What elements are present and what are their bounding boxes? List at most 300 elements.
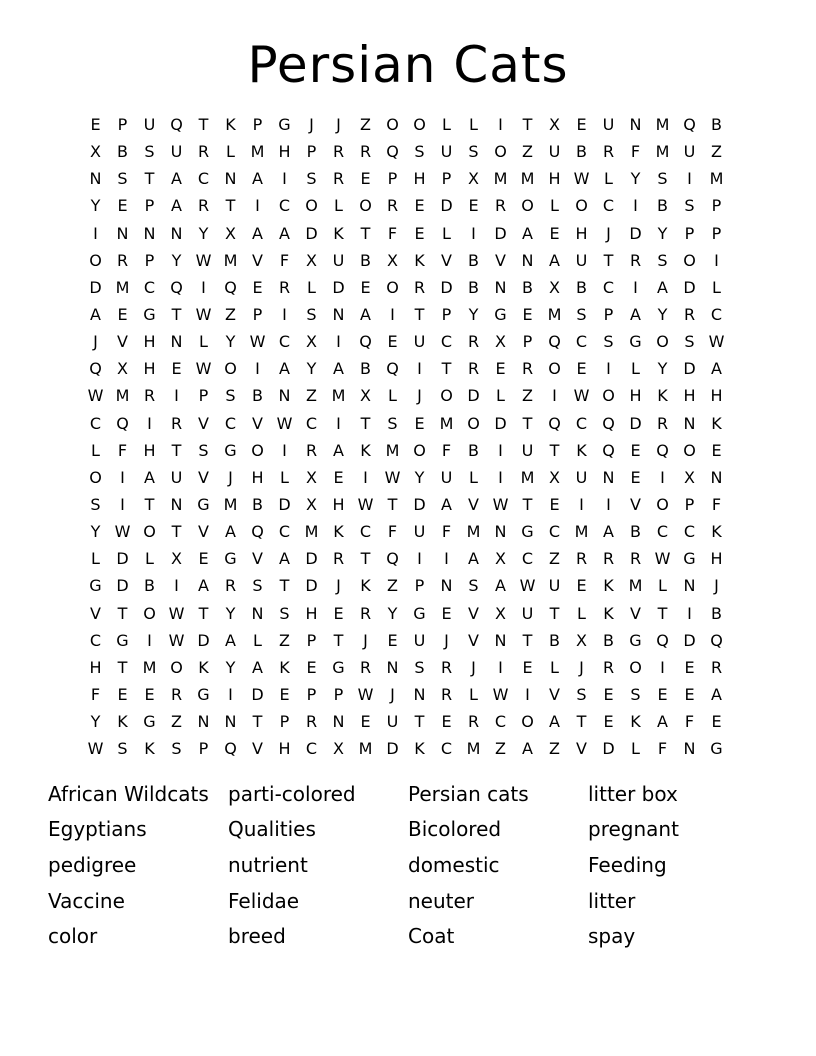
grid-letter: I <box>174 386 179 406</box>
word-list-row <box>48 776 768 812</box>
word-list-item: litter box <box>588 781 678 806</box>
grid-letter: O <box>359 196 372 216</box>
grid-letter: C <box>548 522 561 542</box>
word-list-item: Bicolored <box>408 817 502 842</box>
word-search-grid <box>82 111 730 762</box>
grid-letter: J <box>363 630 368 650</box>
grid-letter: C <box>575 413 588 433</box>
grid-letter: Z <box>495 739 506 759</box>
grid-letter: S <box>468 576 479 596</box>
grid-letter: R <box>440 657 453 677</box>
grid-letter: E <box>684 685 695 705</box>
grid-letter: A <box>360 305 371 325</box>
grid-letter: O <box>602 386 615 406</box>
grid-letter: I <box>498 467 503 487</box>
grid-letter: A <box>522 223 533 243</box>
grid-letter: L <box>550 196 559 216</box>
grid-letter: A <box>225 522 236 542</box>
grid-letter: W <box>249 332 266 352</box>
grid-letter: X <box>495 332 506 352</box>
grid-letter: Z <box>225 305 236 325</box>
grid-letter: F <box>90 685 101 705</box>
grid-letter: T <box>360 413 371 433</box>
grid-letter: R <box>359 657 372 677</box>
grid-letter: S <box>657 169 668 189</box>
grid-letter: V <box>252 549 263 569</box>
grid-letter: T <box>360 549 371 569</box>
grid-letter: H <box>251 467 264 487</box>
grid-letter: D <box>683 277 696 297</box>
grid-letter: Q <box>386 359 399 379</box>
grid-letter: A <box>657 712 668 732</box>
grid-letter: I <box>255 196 260 216</box>
grid-letter: L <box>550 657 559 677</box>
grid-letter: M <box>115 277 130 297</box>
grid-letter: J <box>714 576 719 596</box>
grid-letter: E <box>711 440 722 460</box>
grid-letter: C <box>305 413 318 433</box>
grid-letter: Q <box>116 413 129 433</box>
grid-letter: E <box>711 712 722 732</box>
grid-letter: C <box>440 332 453 352</box>
grid-letter: E <box>468 196 479 216</box>
grid-letter: B <box>468 277 479 297</box>
grid-letter: V <box>90 603 101 623</box>
grid-letter: A <box>630 305 641 325</box>
grid-row <box>82 572 730 599</box>
grid-letter: Z <box>387 576 398 596</box>
grid-letter: O <box>656 332 669 352</box>
grid-letter: Q <box>548 332 561 352</box>
grid-letter: I <box>606 359 611 379</box>
grid-letter: E <box>171 359 182 379</box>
grid-letter: Y <box>468 305 479 325</box>
grid-letter: O <box>521 712 534 732</box>
grid-letter: N <box>683 739 696 759</box>
grid-letter: E <box>441 712 452 732</box>
grid-letter: P <box>252 305 263 325</box>
word-list-row <box>48 883 768 919</box>
grid-letter: J <box>336 576 341 596</box>
grid-letter: O <box>575 196 588 216</box>
grid-letter: Q <box>656 440 669 460</box>
grid-letter: X <box>576 630 587 650</box>
grid-letter: C <box>197 169 210 189</box>
grid-letter: W <box>384 467 401 487</box>
grid-letter: E <box>441 603 452 623</box>
grid-letter: N <box>224 712 237 732</box>
grid-letter: E <box>360 277 371 297</box>
grid-letter: S <box>576 685 587 705</box>
grid-letter: T <box>333 630 344 650</box>
grid-letter: M <box>709 169 724 189</box>
grid-letter: S <box>630 685 641 705</box>
word-list-item: pedigree <box>48 852 137 877</box>
grid-letter: E <box>414 223 425 243</box>
grid-letter: I <box>525 685 530 705</box>
grid-letter: V <box>495 250 506 270</box>
grid-letter: L <box>334 196 343 216</box>
grid-letter: E <box>333 467 344 487</box>
grid-letter: W <box>708 332 725 352</box>
grid-letter: Y <box>90 712 101 732</box>
grid-letter: E <box>198 549 209 569</box>
grid-letter: K <box>198 657 209 677</box>
grid-letter: Y <box>90 196 101 216</box>
grid-letter: N <box>251 603 264 623</box>
grid-letter: O <box>629 657 642 677</box>
grid-letter: J <box>579 657 584 677</box>
grid-letter: M <box>250 142 265 162</box>
grid-letter: I <box>660 657 665 677</box>
grid-letter: B <box>549 630 560 650</box>
grid-letter: K <box>603 603 614 623</box>
grid-letter: O <box>89 467 102 487</box>
grid-letter: W <box>195 359 212 379</box>
grid-letter: P <box>414 576 425 596</box>
grid-letter: X <box>549 467 560 487</box>
grid-letter: K <box>144 739 155 759</box>
grid-letter: Z <box>522 386 533 406</box>
grid-letter: Y <box>90 522 101 542</box>
grid-letter: T <box>522 413 533 433</box>
grid-letter: R <box>332 169 345 189</box>
grid-letter: K <box>360 440 371 460</box>
grid-letter: X <box>171 549 182 569</box>
grid-letter: N <box>629 115 642 135</box>
grid-letter: H <box>413 169 426 189</box>
grid-letter: N <box>170 332 183 352</box>
grid-letter: E <box>549 495 560 515</box>
grid-letter: T <box>576 712 587 732</box>
grid-letter: B <box>468 440 479 460</box>
grid-letter: K <box>576 440 587 460</box>
grid-letter: T <box>360 223 371 243</box>
grid-letter: G <box>413 603 426 623</box>
grid-letter: R <box>602 657 615 677</box>
grid-row <box>82 491 730 518</box>
grid-letter: C <box>602 196 615 216</box>
grid-letter: K <box>657 386 668 406</box>
grid-letter: J <box>417 386 422 406</box>
grid-letter: E <box>333 603 344 623</box>
grid-letter: A <box>279 223 290 243</box>
grid-letter: M <box>574 522 589 542</box>
grid-letter: S <box>684 196 695 216</box>
grid-row <box>82 654 730 681</box>
grid-letter: F <box>684 712 695 732</box>
grid-letter: M <box>439 413 454 433</box>
grid-letter: S <box>387 413 398 433</box>
grid-letter: A <box>549 712 560 732</box>
grid-row <box>82 708 730 735</box>
grid-letter: P <box>711 223 722 243</box>
grid-letter: E <box>360 169 371 189</box>
grid-letter: I <box>336 332 341 352</box>
grid-letter: I <box>606 495 611 515</box>
grid-letter: T <box>549 603 560 623</box>
grid-letter: T <box>522 495 533 515</box>
grid-letter: Q <box>656 630 669 650</box>
grid-letter: V <box>468 603 479 623</box>
grid-letter: I <box>471 223 476 243</box>
grid-letter: D <box>602 739 615 759</box>
grid-letter: N <box>170 223 183 243</box>
grid-letter: N <box>278 386 291 406</box>
grid-letter: E <box>603 685 614 705</box>
grid-letter: D <box>116 549 129 569</box>
grid-letter: O <box>656 495 669 515</box>
grid-letter: G <box>143 305 156 325</box>
grid-letter: B <box>117 142 128 162</box>
grid-letter: U <box>440 467 453 487</box>
grid-letter: U <box>575 467 588 487</box>
grid-letter: P <box>117 115 128 135</box>
grid-letter: B <box>252 495 263 515</box>
grid-letter: V <box>117 332 128 352</box>
grid-letter: O <box>548 359 561 379</box>
grid-letter: O <box>143 603 156 623</box>
grid-letter: C <box>278 332 291 352</box>
grid-letter: L <box>226 142 235 162</box>
grid-letter: F <box>657 739 668 759</box>
grid-letter: W <box>357 495 374 515</box>
word-list-item: color <box>48 924 98 949</box>
grid-letter: E <box>387 630 398 650</box>
grid-letter: C <box>89 630 102 650</box>
grid-letter: L <box>577 603 586 623</box>
grid-letter: L <box>604 169 613 189</box>
grid-letter: X <box>306 495 317 515</box>
grid-letter: Z <box>279 630 290 650</box>
grid-letter: Q <box>170 115 183 135</box>
grid-letter: S <box>306 169 317 189</box>
grid-letter: S <box>279 603 290 623</box>
grid-letter: L <box>442 223 451 243</box>
grid-letter: I <box>93 223 98 243</box>
grid-letter: B <box>711 115 722 135</box>
grid-letter: N <box>386 657 399 677</box>
grid-letter: Y <box>306 359 317 379</box>
grid-letter: S <box>144 142 155 162</box>
grid-letter: I <box>282 440 287 460</box>
grid-letter: R <box>305 440 318 460</box>
grid-letter: A <box>252 169 263 189</box>
grid-letter: J <box>471 657 476 677</box>
grid-letter: B <box>576 142 587 162</box>
grid-letter: D <box>683 359 696 379</box>
grid-letter: B <box>630 522 641 542</box>
grid-letter: I <box>147 413 152 433</box>
grid-letter: E <box>576 576 587 596</box>
grid-letter: S <box>576 305 587 325</box>
grid-letter: X <box>306 332 317 352</box>
grid-letter: T <box>144 495 155 515</box>
grid-letter: U <box>413 630 426 650</box>
grid-letter: T <box>414 712 425 732</box>
grid-letter: M <box>142 657 157 677</box>
grid-row <box>82 328 730 355</box>
grid-letter: S <box>414 142 425 162</box>
grid-letter: U <box>521 440 534 460</box>
grid-letter: T <box>414 305 425 325</box>
grid-letter: R <box>575 549 588 569</box>
grid-letter: I <box>147 630 152 650</box>
grid-letter: B <box>252 386 263 406</box>
grid-letter: B <box>711 603 722 623</box>
grid-letter: R <box>629 549 642 569</box>
grid-letter: O <box>143 522 156 542</box>
grid-row <box>82 410 730 437</box>
grid-letter: T <box>279 576 290 596</box>
grid-letter: I <box>579 495 584 515</box>
grid-letter: T <box>171 305 182 325</box>
grid-letter: A <box>333 440 344 460</box>
grid-letter: T <box>171 522 182 542</box>
grid-letter: G <box>710 739 723 759</box>
grid-letter: Y <box>387 603 398 623</box>
grid-letter: Q <box>359 332 372 352</box>
word-list-item: domestic <box>408 852 500 877</box>
grid-letter: S <box>171 739 182 759</box>
grid-letter: N <box>494 630 507 650</box>
grid-letter: K <box>414 739 425 759</box>
grid-letter: S <box>90 495 101 515</box>
grid-letter: I <box>201 277 206 297</box>
grid-letter: O <box>170 657 183 677</box>
grid-letter: V <box>198 522 209 542</box>
grid-letter: G <box>332 657 345 677</box>
grid-letter: U <box>386 712 399 732</box>
grid-letter: L <box>469 115 478 135</box>
grid-letter: R <box>602 549 615 569</box>
grid-letter: U <box>170 467 183 487</box>
grid-letter: K <box>603 576 614 596</box>
grid-letter: T <box>441 359 452 379</box>
grid-letter: S <box>306 305 317 325</box>
grid-letter: F <box>279 250 290 270</box>
grid-letter: W <box>573 169 590 189</box>
grid-letter: N <box>143 223 156 243</box>
grid-letter: X <box>549 277 560 297</box>
grid-letter: O <box>521 196 534 216</box>
grid-letter: M <box>385 440 400 460</box>
grid-letter: C <box>521 549 534 569</box>
grid-letter: M <box>493 169 508 189</box>
grid-letter: P <box>198 386 209 406</box>
word-list-item: parti-colored <box>228 781 356 806</box>
grid-row <box>82 355 730 382</box>
grid-letter: K <box>279 657 290 677</box>
grid-row <box>82 735 730 762</box>
grid-letter: D <box>629 413 642 433</box>
word-list-item: spay <box>588 924 636 949</box>
grid-letter: N <box>170 495 183 515</box>
grid-letter: E <box>630 440 641 460</box>
grid-letter: D <box>629 223 642 243</box>
grid-letter: A <box>522 739 533 759</box>
grid-letter: W <box>195 305 212 325</box>
grid-letter: V <box>630 603 641 623</box>
grid-letter: Z <box>171 712 182 732</box>
grid-letter: K <box>333 223 344 243</box>
word-list-item: Coat <box>408 924 455 949</box>
grid-letter: D <box>89 277 102 297</box>
grid-letter: R <box>224 576 237 596</box>
word-list-item: nutrient <box>228 852 308 877</box>
grid-letter: M <box>547 305 562 325</box>
grid-letter: S <box>252 576 263 596</box>
grid-letter: G <box>278 115 291 135</box>
grid-letter: O <box>683 440 696 460</box>
grid-letter: P <box>711 196 722 216</box>
grid-letter: H <box>548 169 561 189</box>
grid-letter: E <box>549 223 560 243</box>
grid-letter: J <box>390 685 395 705</box>
grid-letter: E <box>684 657 695 677</box>
grid-letter: W <box>114 522 131 542</box>
grid-letter: Y <box>198 223 209 243</box>
grid-letter: M <box>466 522 481 542</box>
grid-letter: R <box>494 196 507 216</box>
grid-letter: I <box>228 685 233 705</box>
grid-letter: I <box>282 305 287 325</box>
grid-letter: N <box>224 169 237 189</box>
grid-letter: E <box>117 196 128 216</box>
grid-letter: A <box>252 223 263 243</box>
grid-letter: Q <box>710 630 723 650</box>
grid-letter: A <box>144 467 155 487</box>
grid-letter: T <box>549 440 560 460</box>
grid-letter: E <box>657 685 668 705</box>
word-list-row <box>48 918 768 954</box>
grid-letter: D <box>683 630 696 650</box>
grid-letter: I <box>417 359 422 379</box>
grid-letter: J <box>606 223 611 243</box>
grid-letter: E <box>522 305 533 325</box>
grid-letter: F <box>441 440 452 460</box>
word-list-item: breed <box>228 924 286 949</box>
grid-letter: C <box>683 522 696 542</box>
grid-letter: W <box>87 386 104 406</box>
grid-letter: U <box>683 142 696 162</box>
grid-letter: G <box>629 630 642 650</box>
grid-letter: I <box>120 467 125 487</box>
grid-letter: E <box>252 277 263 297</box>
grid-letter: E <box>90 115 101 135</box>
grid-letter: G <box>116 630 129 650</box>
word-list-item: Vaccine <box>48 888 125 913</box>
grid-letter: E <box>117 685 128 705</box>
grid-letter: W <box>654 549 671 569</box>
grid-letter: J <box>93 332 98 352</box>
grid-letter: I <box>498 440 503 460</box>
grid-letter: T <box>117 657 128 677</box>
grid-letter: T <box>117 603 128 623</box>
grid-letter: R <box>305 712 318 732</box>
grid-row <box>82 627 730 654</box>
grid-letter: A <box>171 169 182 189</box>
grid-letter: A <box>495 576 506 596</box>
grid-letter: R <box>683 305 696 325</box>
grid-letter: B <box>603 630 614 650</box>
grid-letter: O <box>386 115 399 135</box>
grid-letter: I <box>498 657 503 677</box>
grid-letter: W <box>195 250 212 270</box>
grid-letter: R <box>170 685 183 705</box>
grid-letter: C <box>224 413 237 433</box>
grid-letter: P <box>684 495 695 515</box>
